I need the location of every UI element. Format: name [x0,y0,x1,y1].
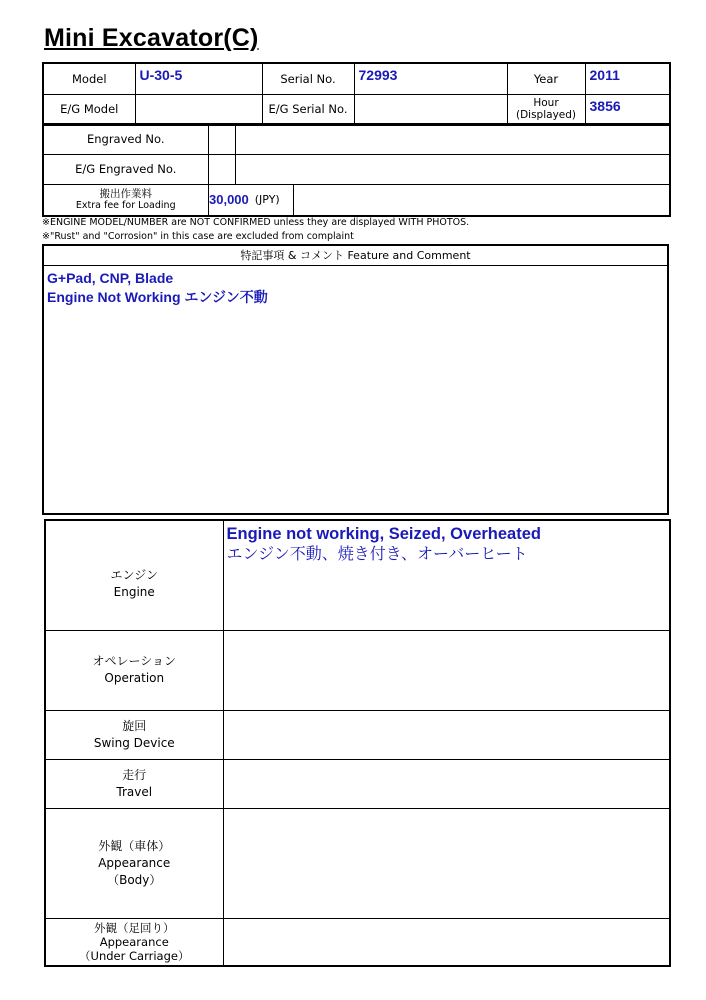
undercarriage-label-en: Appearance [99,934,169,949]
header-table [42,62,671,126]
undercarriage-label-jp: 外観（足回り） [94,920,175,935]
loading-unit: (JPY) [254,193,280,207]
feature-header: 特記事項 & コメント Feature and Comment [44,246,667,266]
body-label [45,808,223,918]
swing-label [45,710,223,759]
operation-label-jp: オペレーション [92,654,177,668]
engine-label-jp: エンジン [110,568,158,583]
eg-serial-value [354,94,507,125]
undercarriage-label-en2: （Under Carriage） [79,948,190,963]
note-rust: ※"Rust" and "Corrosion" in this case are excluded from complaint [42,231,354,242]
serial-value: 72993 [354,63,507,94]
body-label-en: Appearance [98,855,171,870]
eg-engraved-value [235,154,670,184]
swing-label-en: Swing Device [93,735,175,750]
hour-label-2: (Displayed) [515,109,577,122]
swing-comment [223,710,670,759]
loading-label-jp: 搬出作業料 [99,187,152,200]
inspection-table [44,519,671,967]
serial-label: Serial No. [262,63,354,94]
engraved-label: Engraved No. [43,124,208,154]
engraved-check [208,124,235,154]
operation-label [45,630,223,710]
feature-comment [44,266,667,307]
travel-comment [223,759,670,808]
engine-label-en: Engine [113,585,155,600]
loading-label [43,184,208,216]
engine-comment-jp: エンジン不動、焼き付き、オーバーヒート [226,544,528,563]
eg-engraved-check [208,154,235,184]
eg-model-value [135,94,262,125]
page-title: Mini Excavator(C) [44,24,259,52]
body-comment [223,808,670,918]
engraved-table [42,123,671,217]
loading-label-en: Extra fee for Loading [75,199,176,211]
year-label: Year [507,63,585,94]
feature-box [42,244,669,515]
engine-label [45,520,223,630]
hour-label-1: Hour [533,97,559,110]
eg-serial-label: E/G Serial No. [262,94,354,125]
engraved-value [235,124,670,154]
swing-label-jp: 旋回 [122,718,147,733]
engine-comment-en: Engine not working, Seized, Overheated [226,525,541,543]
body-label-en2: （Body） [107,872,162,887]
undercarriage-comment [223,918,670,966]
undercarriage-label [45,918,223,966]
loading-fee-value-cell [209,184,670,216]
feature-line-1: G+Pad, CNP, Blade [47,270,174,286]
note-engine: ※ENGINE MODEL/NUMBER are NOT CONFIRMED unless they are displayed WITH PHOTOS. [42,217,470,228]
travel-label-jp: 走行 [122,767,147,782]
model-value: U-30-5 [135,63,262,94]
loading-amount: 30,000 [209,192,249,208]
year-value: 2011 [585,63,670,94]
eg-engraved-label: E/G Engraved No. [43,154,208,184]
model-label: Model [43,63,135,94]
eg-model-label: E/G Model [43,94,135,125]
feature-line-2: Engine Not Working エンジン不動 [47,289,268,305]
loading-amount-box [209,185,294,216]
operation-comment [223,630,670,710]
hour-value: 3856 [585,94,670,125]
body-label-jp: 外観（車体） [98,838,171,853]
travel-label [45,759,223,808]
hour-label [507,94,585,125]
operation-label-en: Operation [104,671,165,685]
engine-comment [223,520,670,630]
travel-label-en: Travel [116,784,153,799]
